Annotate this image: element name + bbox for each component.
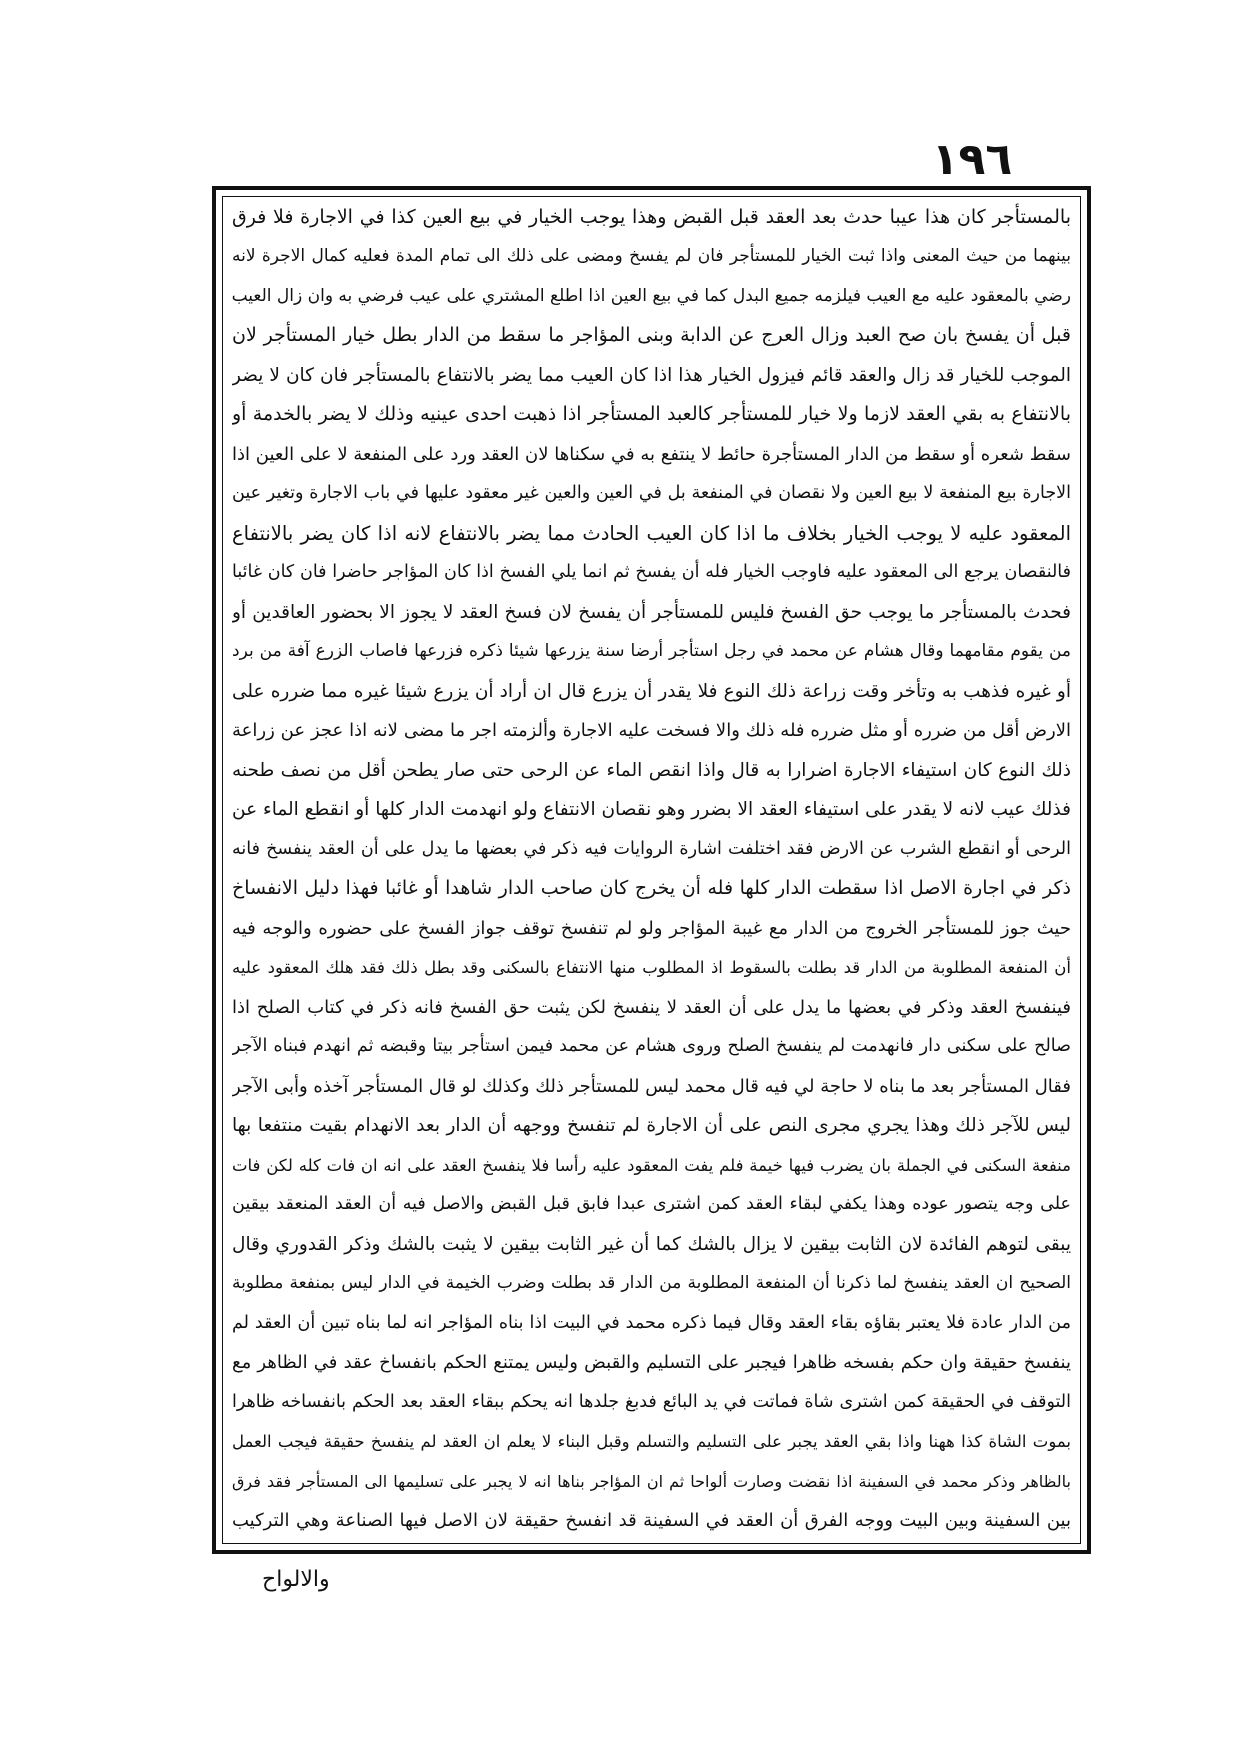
text-line: على وجه يتصور عوده وهذا يكفي لبقاء العقد كمن اشترى عبدا فابق قبل القبض والاصل فيه أن العقد المنعقد بيقين: [232, 1194, 1071, 1215]
text-line: الصحيح ان العقد ينفسخ لما ذكرنا أن المنفعة المطلوبة من الدار قد بطلت وضرب الخيمة في الدار ليس بمنفعة مطلوبة: [232, 1273, 1071, 1294]
text-line: التوقف في الحقيقة كمن اشترى شاة فماتت في يد البائع فدبغ جلدها انه يحكم ببقاء العقد بعد الحكم بانفساخه ظاهرا: [232, 1391, 1071, 1412]
text-line: بين السفينة وبين البيت ووجه الفرق أن العقد في السفينة قد انفسخ حقيقة لان الاصل فيها الصناعة وهي التركيب: [232, 1509, 1071, 1531]
text-line: رضي بالمعقود عليه مع العيب فيلزمه جميع البدل كما في بيع العين اذا اطلع المشتري على عيب فرضي به وان زال العيب: [232, 285, 1071, 306]
text-line: فالنقصان يرجع الى المعقود عليه فاوجب الخيار فله أن يفسخ ثم انما يلي الفسخ اذا كان المؤاجر حاضرا فان كان غائبا: [232, 562, 1071, 583]
page-number: ١٩٦: [931, 134, 1013, 185]
text-line: من الدار عادة فلا يعتبر بقاؤه بقاء العقد وقال فيما ذكره محمد في البيت اذا بناه المؤاجر انه لما بناه تبين أن العقد لم: [232, 1312, 1071, 1333]
text-line: أو غيره فذهب به وتأخر وقت زراعة ذلك النوع فلا يقدر أن يزرع قال ان أراد أن يزرع شيئا غيره مما ضرره على: [232, 680, 1071, 702]
text-line: صالح على سكنى دار فانهدمت لم ينفسخ الصلح وروى هشام عن محمد فيمن استأجر بيتا وقبضه ثم انهدم فبناه الآجر: [232, 1036, 1071, 1057]
text-line: فقال المستأجر بعد ما بناه لا حاجة لي فيه قال محمد ليس للمستأجر ذلك وكذلك لو قال المستأجر آخذه وأبى الآجر: [232, 1075, 1071, 1097]
text-line: المعقود عليه لا يوجب الخيار بخلاف ما اذا كان العيب الحادث مما يضر بالانتفاع لانه اذا كان يضر بالانتفاع: [232, 521, 1071, 545]
text-line: يبقى لتوهم الفائدة لان الثابت بيقين لا يزال بالشك كما أن غير الثابت بيقين لا يثبت بالشك وذكر القدوري وقال: [232, 1233, 1071, 1255]
text-line: الارض أقل من ضرره أو مثل ضرره فله ذلك والا فسخت عليه الاجارة وألزمته اجر ما مضى لانه اذا عجز عن زراعة: [232, 720, 1071, 742]
text-line: أن المنفعة المطلوبة من الدار قد بطلت بالسقوط اذ المطلوب منها الانتفاع بالسكنى وقد بطل ذلك فقد هلك المعقود عليه: [232, 958, 1071, 978]
text-line: الاجارة بيع المنفعة لا بيع العين ولا نقصان في المنفعة بل في العين والعين غير معقود عليها في باب الاجارة وتغير عين: [232, 483, 1071, 504]
text-line: الموجب للخيار قد زال والعقد قائم فيزول الخيار هذا اذا كان العيب مما يضر بالانتفاع بالمستأجر فان كان لا يضر: [232, 364, 1071, 386]
text-line: سقط شعره أو سقط من الدار المستأجرة حائط لا ينتفع به في سكناها لان العقد ورد على المنفعة لا على العين اذا: [232, 443, 1071, 465]
text-line: بالظاهر وذكر محمد في السفينة اذا نقضت وصارت ألواحا ثم ان المؤاجر بناها انه لا يجبر على تسليمها الى المستأجر فقد فرق: [232, 1471, 1071, 1491]
text-line: ذلك النوع كان استيفاء الاجارة اضرارا به قال واذا انقص الماء عن الرحى حتى صار يطحن أقل من نصف طحنه: [232, 759, 1071, 781]
text-line: بالانتفاع به بقي العقد لازما ولا خيار للمستأجر كالعبد المستأجر اذا ذهبت احدى عينيه وذلك لا يضر بالخدمة أو: [232, 403, 1071, 426]
text-line: منفعة السكنى في الجملة بان يضرب فيها خيمة فلم يفت المعقود عليه رأسا فلا ينفسخ العقد على انه ان فات كله لكن فات: [232, 1155, 1071, 1175]
catchword: والالواح: [262, 1567, 330, 1592]
text-line: قبل أن يفسخ بان صح العبد وزال العرج عن الدابة وبنى المؤاجر ما سقط من الدار بطل خيار المستأجر لان: [232, 324, 1071, 347]
text-line: بموت الشاة كذا ههنا واذا بقي العقد يجبر على التسليم والتسلم وقبل البناء لا يعلم ان العقد لم ينفسخ حقيقة فيجب العمل: [232, 1432, 1071, 1452]
text-line: فحدث بالمستأجر ما يوجب حق الفسخ فليس للمستأجر أن يفسخ لان فسخ العقد لا يجوز الا بحضور العاقدين أو: [232, 601, 1071, 623]
text-line: ذكر في اجارة الاصل اذا سقطت الدار كلها فله أن يخرج كان صاحب الدار شاهدا أو غائبا فهذا دليل الانفساخ: [232, 877, 1071, 900]
text-line: فينفسخ العقد وذكر في بعضها ما يدل على أن العقد لا ينفسخ لكن يثبت حق الفسخ فانه ذكر في كتاب الصلح اذا: [232, 996, 1071, 1018]
text-line: فذلك عيب لانه لا يقدر على استيفاء العقد الا بضرر وهو نقصان الانتفاع ولو انهدمت الدار كلها أو انقطع الماء عن: [232, 799, 1071, 821]
text-line: بينهما من حيث المعنى واذا ثبت الخيار للمستأجر فان لم يفسخ ومضى على ذلك الى تمام المدة فعليه كمال الاجرة لانه: [232, 246, 1071, 267]
text-line: بالمستأجر كان هذا عيبا حدث بعد العقد قبل القبض وهذا يوجب الخيار في بيع العين كذا في الاجارة فلا فرق: [232, 206, 1071, 228]
text-line: ليس للآجر ذلك وهذا يجري مجرى النص على أن الاجارة لم تنفسخ ووجهه أن الدار بعد الانهدام بقيت منتفعا بها: [232, 1115, 1071, 1137]
text-line: الرحى أو انقطع الشرب عن الارض فقد اختلفت اشارة الروايات فيه ذكر في بعضها ما يدل على أن العقد ينفسخ فانه: [232, 838, 1071, 859]
text-line: حيث جوز للمستأجر الخروج من الدار مع غيبة المؤاجر ولو لم تنفسخ توقف جواز الفسخ على حضوره والوجه فيه: [232, 917, 1071, 939]
text-line: ينفسخ حقيقة وان حكم بفسخه ظاهرا فيجبر على التسليم والقبض وليس يمتنع الحكم بانفساخ عقد في الظاهر مع: [232, 1352, 1071, 1374]
text-line: من يقوم مقامهما وقال هشام عن محمد في رجل استأجر أرضا سنة يزرعها شيئا ذكره فزرعها فاصاب الزرع آفة من برد: [232, 641, 1071, 662]
arabic-text-body: [232, 200, 1071, 1538]
